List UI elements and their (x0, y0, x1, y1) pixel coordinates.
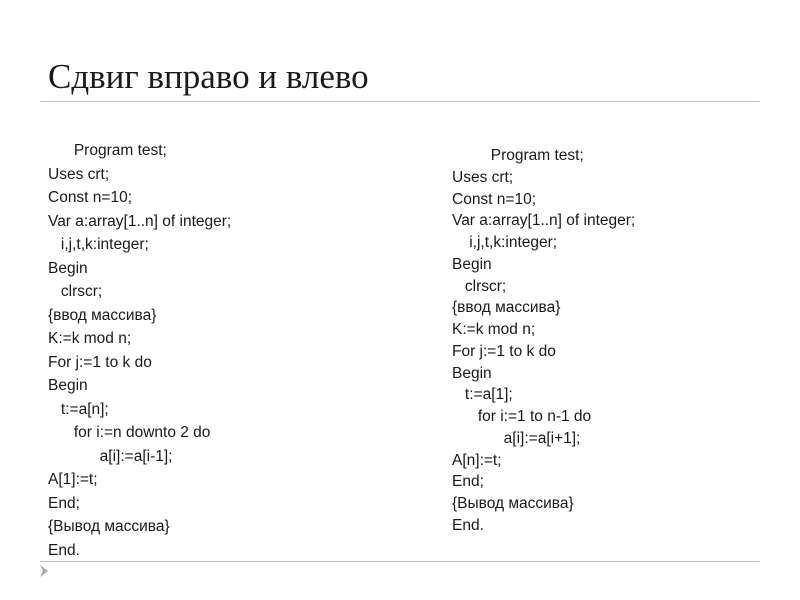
code-line: for i:=n downto 2 do (48, 424, 211, 441)
code-line: Program test; (48, 142, 167, 159)
slide-title: Сдвиг вправо и влево (48, 57, 369, 96)
code-line: Var a:array[1..n] of integer; (452, 212, 636, 230)
code-line: Begin (48, 377, 88, 394)
code-line: A[1]:=t; (48, 471, 98, 488)
code-line: clrscr; (452, 277, 507, 295)
code-listing-shift-left (452, 145, 635, 537)
code-line: A[n]:=t; (452, 451, 502, 469)
code-line: a[i]:=a[i-1]; (48, 447, 173, 465)
code-line: for i:=1 to n-1 do (452, 408, 592, 425)
code-line: t:=a[n]; (48, 400, 109, 418)
title-divider (40, 101, 760, 102)
code-line: Const n=10; (48, 189, 133, 206)
code-line: For j:=1 to k do (452, 342, 556, 360)
code-line: {Вывод массива} (452, 495, 574, 512)
triangle-right-icon (38, 563, 50, 579)
code-line: clrscr; (48, 283, 103, 300)
code-line: {ввод массива} (452, 299, 561, 317)
code-line: {Вывод массива} (48, 518, 170, 535)
code-line: End. (48, 541, 80, 559)
code-line: K:=k mod n; (48, 330, 132, 347)
code-line: For j:=1 to k do (48, 353, 152, 371)
code-line: t:=a[1]; (452, 386, 513, 404)
code-listing-shift-right (48, 139, 231, 562)
code-line: Begin (452, 364, 492, 382)
code-line: Const n=10; (452, 190, 537, 208)
code-line: Begin (48, 259, 88, 277)
code-line: Uses crt; (48, 165, 110, 183)
code-line: Begin (452, 255, 492, 273)
code-line: Var a:array[1..n] of integer; (48, 212, 232, 230)
code-line: i,j,t,k:integer; (452, 234, 558, 251)
code-line: End; (48, 494, 80, 512)
code-line: End; (452, 473, 484, 491)
code-line: Program test; (452, 147, 584, 164)
code-line: {ввод массива} (48, 306, 157, 324)
code-line: Uses crt; (452, 168, 514, 186)
code-line: K:=k mod n; (452, 321, 536, 338)
footer-divider (40, 561, 760, 562)
code-line: a[i]:=a[i+1]; (452, 429, 581, 447)
code-line: i,j,t,k:integer; (48, 236, 149, 253)
code-line: End. (452, 516, 484, 534)
